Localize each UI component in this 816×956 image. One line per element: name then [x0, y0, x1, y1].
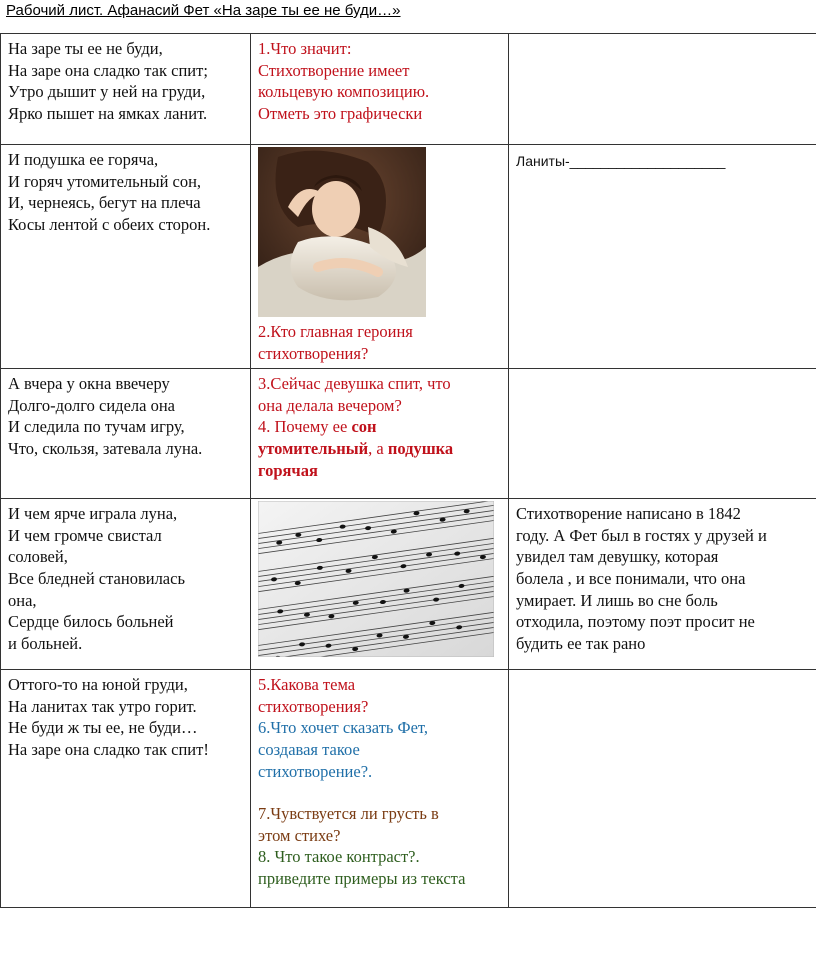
poem-line: А вчера у окна ввечеру: [8, 374, 170, 394]
info-line: отходила, поэтому поэт просит не: [516, 612, 755, 632]
poem-line: На заре ты ее не буди,: [8, 39, 163, 58]
answer-cell-2[interactable]: [509, 145, 816, 369]
poem-line: Сердце билось больней: [8, 612, 174, 632]
worksheet-table: [0, 33, 816, 908]
info-line: будить ее так рано: [516, 633, 646, 653]
poem-line: И, чернеясь, бегут на плеча: [8, 193, 201, 213]
poem-line: И горяч утомительный сон,: [8, 171, 202, 191]
poem-line: Что, скользя, затевала луна.: [8, 438, 203, 458]
poem-stanza-1: [1, 34, 251, 145]
task-4-bold: горячая: [258, 460, 318, 480]
task-line: [258, 416, 501, 438]
task-5-8: [251, 670, 509, 908]
task-line: она делала вечером?: [258, 395, 402, 415]
task-line: стихотворения?: [258, 696, 369, 716]
task-line: Отметь это графически: [258, 103, 423, 123]
worksheet-title: Рабочий лист. Афанасий Фет «На заре ты ее не буди…»: [6, 2, 401, 19]
poem-line: На заре она сладко так спит;: [8, 60, 208, 80]
task-4-bold: сон: [351, 417, 377, 437]
poem-line: Ярко пышет на ямках ланит.: [8, 103, 208, 123]
task-line: стихотворение?.: [258, 761, 373, 781]
task-4-text: 4. Почему ее: [258, 417, 352, 437]
task-line: кольцевую композицию.: [258, 82, 430, 102]
music-image-cell: [251, 499, 509, 670]
task-line: стихотворения?: [258, 343, 369, 363]
task-line: создавая такое: [258, 739, 360, 759]
poem-line: соловей,: [8, 547, 68, 567]
poem-stanza-5: [1, 670, 251, 908]
poem-line: Долго-долго сидела она: [8, 395, 175, 415]
task-line: 1.Что значит:: [258, 39, 352, 58]
poem-stanza-3: [1, 369, 251, 499]
task-line: [258, 438, 501, 460]
poem-line: На ланитах так утро горит.: [8, 696, 197, 716]
poem-line: Все бледней становилась: [8, 568, 185, 588]
task-line: 6.Что хочет сказать Фет,: [258, 718, 429, 738]
task-line: приведите примеры из текста: [258, 868, 466, 888]
task-line: [258, 460, 501, 482]
spacer: [258, 782, 501, 803]
poem-line: Не буди ж ты ее, не буди…: [8, 718, 198, 738]
poem-line: Оттого-то на юной груди,: [8, 675, 188, 695]
info-line: умирает. И лишь во сне боль: [516, 590, 718, 610]
answer-cell-1[interactable]: [509, 34, 816, 145]
table-row: [1, 499, 816, 670]
sleeping-girl-picture: [258, 147, 426, 317]
task-2: [251, 145, 509, 369]
table-row: [1, 670, 816, 908]
task-line: 7.Чувствуется ли грусть в: [258, 804, 439, 824]
poem-line: И следила по тучам игру,: [8, 417, 185, 437]
answer-cell-5[interactable]: [509, 670, 816, 908]
table-row: [1, 145, 816, 369]
info-line: увидел там девушку, которая: [516, 547, 719, 567]
table-row: [1, 34, 816, 145]
answer-cell-3[interactable]: [509, 369, 816, 499]
poem-line: она,: [8, 590, 37, 610]
poem-line: Утро дышит у ней на груди,: [8, 82, 206, 102]
task-1: [251, 34, 509, 145]
task-line: 2.Кто главная героиня: [258, 322, 413, 341]
task-4-bold: подушка: [387, 438, 454, 458]
task-line: этом стихе?: [258, 825, 341, 845]
task-line: 5.Какова тема: [258, 675, 356, 695]
sheet-music-picture: [258, 501, 494, 657]
background-info-cell: [509, 499, 816, 670]
lanity-definition-field[interactable]: Ланиты-____________________: [516, 153, 726, 169]
info-line: Стихотворение написано в 1842: [516, 504, 741, 524]
poem-line: И чем ярче играла луна,: [8, 504, 178, 524]
task-line: 3.Сейчас девушка спит, что: [258, 374, 451, 394]
poem-line: Косы лентой с обеих сторон.: [8, 214, 211, 234]
info-line: году. А Фет был в гостях у друзей и: [516, 525, 767, 545]
poem-line: И чем громче свистал: [8, 525, 162, 545]
task-4-bold: утомительный: [258, 438, 369, 458]
poem-line: и больней.: [8, 633, 83, 653]
poem-stanza-2: [1, 145, 251, 369]
task-line: Стихотворение имеет: [258, 60, 410, 80]
task-3-4: [251, 369, 509, 499]
table-row: [1, 369, 816, 499]
task-4-text: , а: [368, 438, 388, 458]
poem-stanza-4: [1, 499, 251, 670]
info-line: болела , и все понимали, что она: [516, 568, 746, 588]
poem-line: На заре она сладко так спит!: [8, 739, 209, 759]
poem-line: И подушка ее горяча,: [8, 150, 159, 169]
task-line: 8. Что такое контраст?.: [258, 847, 420, 867]
